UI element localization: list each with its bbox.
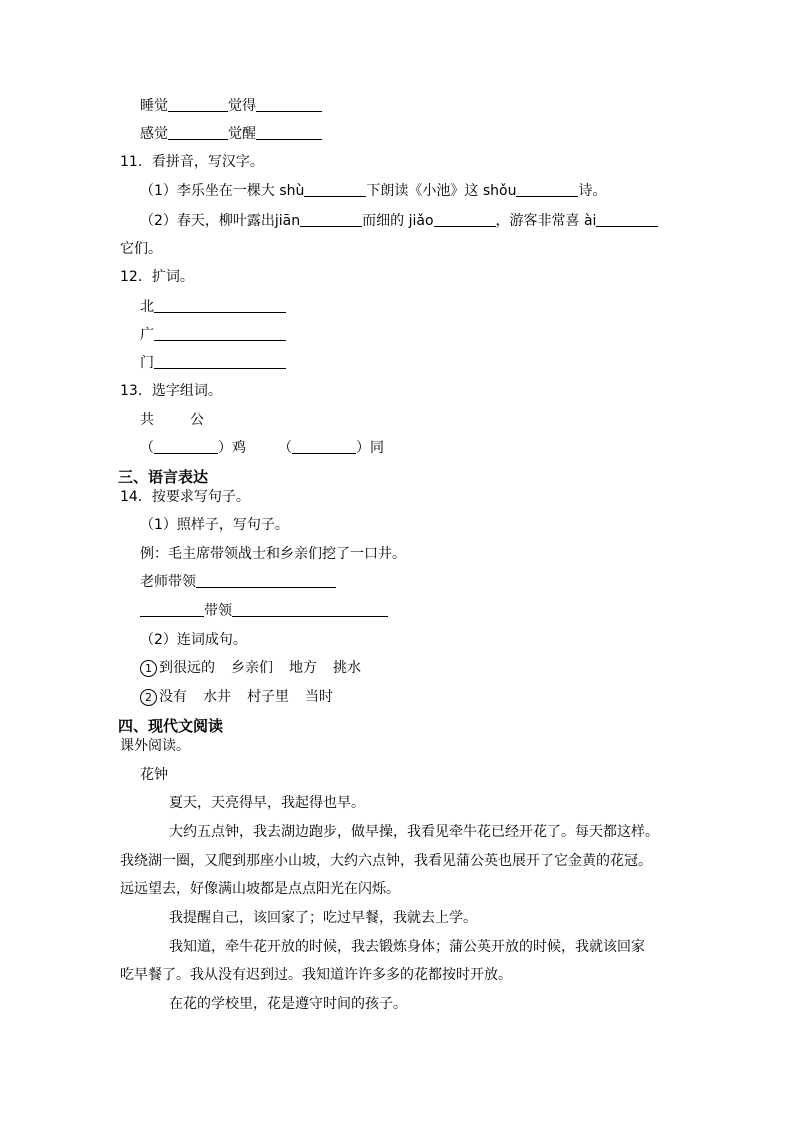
q14-sub-2: （2）连词成句。 <box>140 632 247 648</box>
q11-line-1 <box>140 181 606 201</box>
reading-paragraph-1: 夏天，天亮得早，我起得也早。 <box>169 795 365 811</box>
circled-number: 2 <box>140 689 157 706</box>
sentence-start: 老师带领 <box>140 574 196 590</box>
answer-blank[interactable] <box>154 298 286 313</box>
reading-paragraph-2-line-3: 远远望去，好像满山坡都是点点阳光在闪烁。 <box>120 881 400 897</box>
q11-title: 11．看拼音，写汉字。 <box>120 154 264 170</box>
section-heading-4: 四、现代文阅读 <box>118 717 224 735</box>
word-chip: 乡亲们 <box>231 660 273 676</box>
q13-chars <box>140 410 204 430</box>
char-option: 共 <box>140 412 154 428</box>
word-label: 门 <box>140 355 154 371</box>
q14-sentence-2 <box>140 601 388 621</box>
q13-pairs <box>140 438 384 458</box>
answer-blank[interactable] <box>256 97 322 112</box>
answer-blank[interactable] <box>304 182 366 197</box>
q14-example: 例：毛主席带领战士和乡亲们挖了一口井。 <box>140 546 406 562</box>
answer-blank[interactable] <box>154 354 286 369</box>
word-label: 觉醒 <box>228 126 256 142</box>
word-label: 睡觉 <box>140 98 168 114</box>
question-text: ，游客非常喜 ài <box>495 213 597 229</box>
reading-title: 花钟 <box>140 767 168 783</box>
q10-row-2 <box>140 124 322 144</box>
q14-sentence-1 <box>140 572 336 592</box>
answer-blank[interactable] <box>292 439 356 454</box>
word-chip: 地方 <box>289 660 317 676</box>
paren-word: ）同 <box>356 440 384 456</box>
q12-title: 12．扩词。 <box>120 269 194 285</box>
answer-blank[interactable] <box>140 602 204 617</box>
char-option: 公 <box>190 412 204 428</box>
reading-paragraph-5: 在花的学校里，花是遵守时间的孩子。 <box>169 996 407 1012</box>
q14-sub-1: （1）照样子，写句子。 <box>140 517 289 533</box>
word-chip: 村子里 <box>247 689 289 705</box>
reading-paragraph-4-line-2: 吃早餐了。我从没有迟到过。我知道许许多多的花都按时开放。 <box>120 967 512 983</box>
q13-title: 13．选字组词。 <box>120 383 222 399</box>
reading-intro: 课外阅读。 <box>120 738 190 754</box>
reading-paragraph-2-line-1: 大约五点钟，我去湖边跑步，做早操，我看见牵牛花已经开花了。每天都这样。 <box>169 824 659 840</box>
word-label: 北 <box>140 299 154 315</box>
answer-blank[interactable] <box>256 125 322 140</box>
word-chip: 没有 <box>159 689 187 705</box>
q12-item-3 <box>140 353 286 373</box>
word-chip: 挑水 <box>333 660 361 676</box>
question-text: 而细的 jiǎo <box>362 213 434 229</box>
paren: （ <box>140 440 154 456</box>
question-text: 下朗读《小池》这 shǒu <box>366 183 517 199</box>
word-chip: 当时 <box>305 689 333 705</box>
q12-item-1 <box>140 297 286 317</box>
section-heading-3: 三、语言表达 <box>118 468 209 486</box>
q11-line-2 <box>140 211 658 231</box>
q14-item-1 <box>140 658 361 678</box>
answer-blank[interactable] <box>154 439 218 454</box>
q14-title: 14．按要求写句子。 <box>120 489 250 505</box>
answer-blank[interactable] <box>196 573 336 588</box>
answer-blank[interactable] <box>168 97 228 112</box>
reading-paragraph-3: 我提醒自己，该回家了；吃过早餐，我就去上学。 <box>169 910 477 926</box>
reading-paragraph-2-line-2: 我绕湖一圈，又爬到那座小山坡，大约六点钟，我看见蒲公英也展开了它金黄的花冠。 <box>120 853 652 869</box>
answer-blank[interactable] <box>434 212 496 227</box>
paren-word: ）鸡 <box>218 440 246 456</box>
answer-blank[interactable] <box>154 326 286 341</box>
paren: （ <box>278 440 292 456</box>
q14-item-2 <box>140 687 333 707</box>
answer-blank[interactable] <box>516 182 578 197</box>
answer-blank[interactable] <box>596 212 658 227</box>
question-text: （1）李乐坐在一棵大 shù <box>140 183 305 199</box>
word-chip: 到很远的 <box>159 660 215 676</box>
sentence-middle: 带领 <box>204 603 232 619</box>
circled-number: 1 <box>140 660 157 677</box>
word-chip: 水井 <box>203 689 231 705</box>
answer-blank[interactable] <box>300 212 362 227</box>
question-text: 诗。 <box>578 183 607 199</box>
reading-paragraph-4-line-1: 我知道，牵牛花开放的时候，我去锻炼身体；蒲公英开放的时候，我就该回家 <box>169 939 645 955</box>
question-text: （2）春天，柳叶露出jiān <box>140 213 301 229</box>
q12-item-2 <box>140 325 286 345</box>
word-label: 广 <box>140 327 154 343</box>
answer-blank[interactable] <box>168 125 228 140</box>
q11-line-2-cont: 它们。 <box>120 241 162 257</box>
word-label: 感觉 <box>140 126 168 142</box>
q10-row-1 <box>140 96 322 116</box>
word-label: 觉得 <box>228 98 256 114</box>
answer-blank[interactable] <box>232 602 388 617</box>
